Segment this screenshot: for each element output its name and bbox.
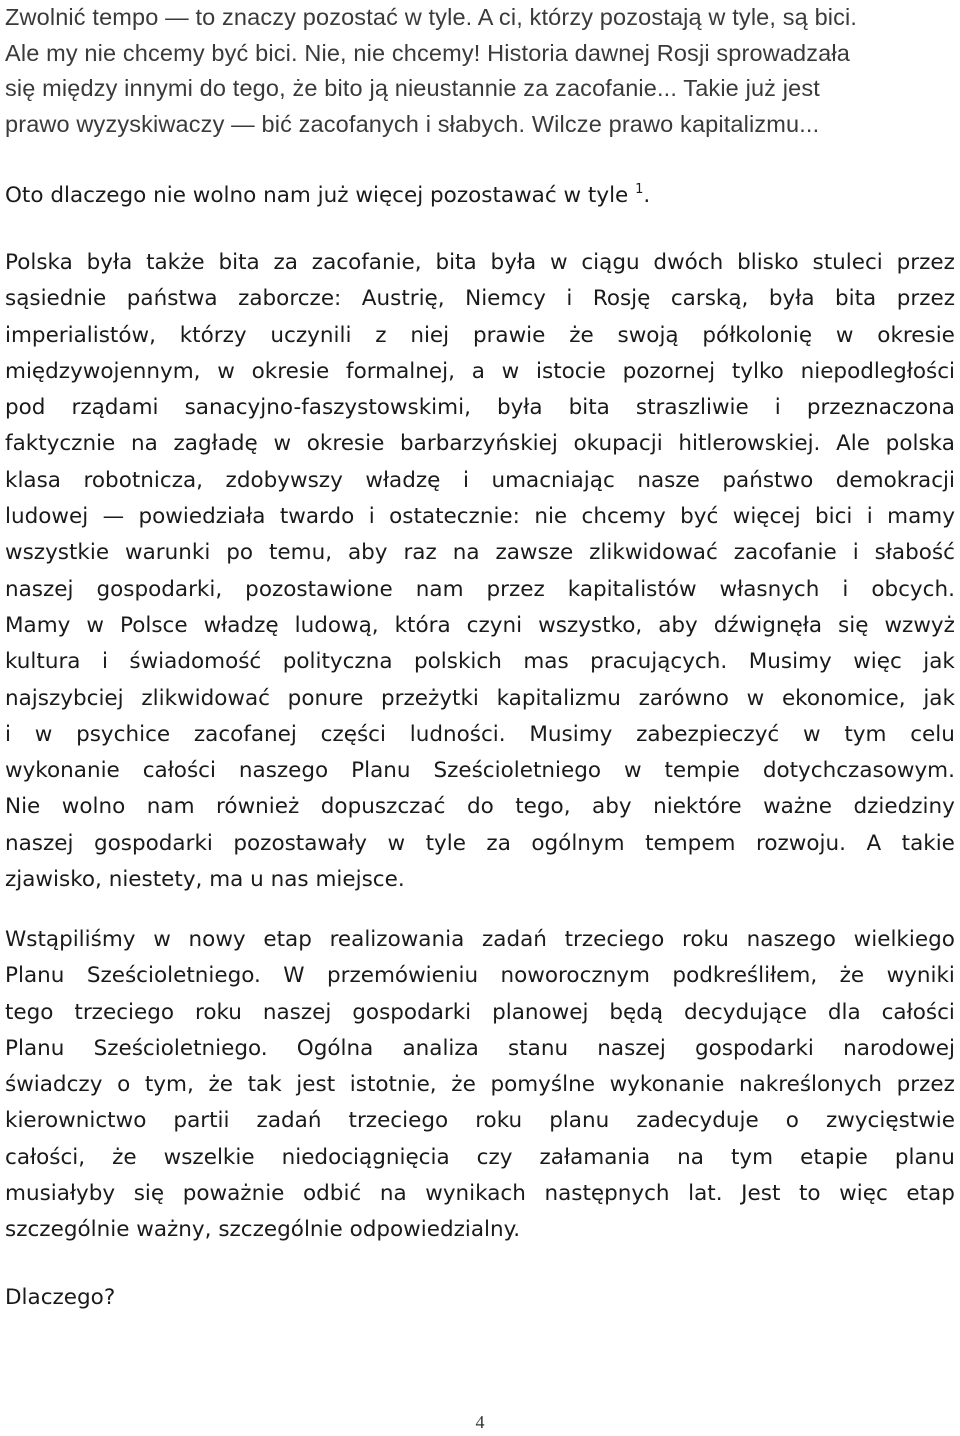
word: i xyxy=(462,467,469,493)
intro-line: prawo wyzyskiwaczy — bić zacofanych i słabych. Wilcze prawo kapitalizmu... xyxy=(5,110,820,137)
word: państwa xyxy=(126,286,218,312)
word: niej xyxy=(410,322,450,348)
word: słabość xyxy=(874,540,955,566)
word: i xyxy=(842,576,849,602)
word: stanu xyxy=(508,1035,569,1061)
document-page xyxy=(5,0,955,142)
word: ciągu xyxy=(581,250,640,275)
word: naszej xyxy=(262,999,332,1025)
word: twardo xyxy=(279,504,355,530)
word: celu xyxy=(910,721,955,747)
word: zdobywszy xyxy=(225,467,343,493)
word: i xyxy=(368,504,375,530)
word: wyniki xyxy=(886,963,955,989)
word: sąsiednie xyxy=(5,286,107,312)
word: była xyxy=(86,250,133,275)
paragraph-line xyxy=(5,717,955,753)
word: przez xyxy=(486,576,545,602)
paragraph-line xyxy=(5,1140,955,1176)
word: bici xyxy=(814,504,853,530)
word: aby xyxy=(347,540,388,566)
paragraph-line xyxy=(5,572,955,608)
word: analiza xyxy=(402,1035,479,1061)
word: etap xyxy=(906,1181,955,1207)
word: i xyxy=(566,286,573,312)
word: naszej xyxy=(5,576,74,602)
word: Planu xyxy=(5,963,65,989)
word: poważnie xyxy=(182,1181,285,1207)
word: w xyxy=(153,927,171,952)
word: wzwyż xyxy=(884,612,955,638)
word: części xyxy=(320,721,386,747)
word: niedociągnięcia xyxy=(281,1144,450,1170)
word: ponure xyxy=(287,685,364,711)
word: niepodległości xyxy=(800,358,955,384)
paragraph-line xyxy=(5,826,955,862)
word: planowej xyxy=(492,999,589,1025)
word: partii xyxy=(173,1108,230,1134)
word: bita xyxy=(218,250,260,275)
word: więcej xyxy=(732,504,801,530)
word: obcych. xyxy=(871,576,955,602)
word: Ogólna xyxy=(296,1035,374,1061)
word: naszego xyxy=(746,927,836,952)
word: trzeciego xyxy=(348,1108,449,1134)
word: kapitalizmu xyxy=(496,685,621,711)
word: zadecyduje xyxy=(636,1108,759,1134)
word: przez xyxy=(896,1072,955,1098)
paragraph-line xyxy=(5,318,955,354)
word: najszybciej xyxy=(5,685,124,711)
oto-line xyxy=(5,172,650,214)
word: chcemy xyxy=(581,504,666,530)
word: świadczy xyxy=(5,1072,103,1098)
word: być xyxy=(680,504,719,530)
word: pozostawione xyxy=(245,576,393,602)
word: Sześcioletniego. xyxy=(86,963,261,989)
word: rządami xyxy=(71,395,159,421)
word: prawie xyxy=(472,322,546,348)
word: więc xyxy=(853,649,902,675)
word: planu xyxy=(894,1144,955,1170)
word: całości xyxy=(142,758,216,784)
word: tym, xyxy=(144,1072,194,1098)
word: istotnie, xyxy=(349,1072,437,1098)
word: własnych xyxy=(719,576,820,602)
word: wszelkie xyxy=(163,1144,255,1170)
word: zarówno xyxy=(638,685,729,711)
word: Sześcioletniego xyxy=(433,758,602,784)
word: barbarzyńskiej xyxy=(400,431,558,457)
word: kierownictwo xyxy=(5,1108,147,1134)
word: istocie xyxy=(536,358,606,384)
paragraph-2 xyxy=(5,245,955,898)
word: W xyxy=(283,963,305,989)
word: to xyxy=(798,1181,821,1207)
word: Planu xyxy=(5,1035,65,1061)
word: okresie xyxy=(306,431,385,457)
word: uczynili xyxy=(270,322,352,348)
word: dla xyxy=(827,999,861,1025)
word: niektóre xyxy=(653,794,742,820)
word: na xyxy=(677,1144,704,1170)
paragraph-line xyxy=(5,245,955,281)
word: dwóch xyxy=(653,250,724,275)
word: gospodarki xyxy=(694,1035,814,1061)
word: etap xyxy=(263,927,312,952)
closing-question: Dlaczego? xyxy=(5,1285,116,1310)
word: Mamy xyxy=(5,612,71,638)
word: mamy xyxy=(887,504,955,530)
word: ostatecznie: xyxy=(389,504,520,530)
page-number: 4 xyxy=(475,1412,485,1432)
word: władzę xyxy=(203,612,279,638)
paragraph-line xyxy=(5,499,955,535)
word: się xyxy=(133,1181,165,1207)
word: tym xyxy=(844,721,887,747)
word: Planu xyxy=(351,758,411,784)
word: w xyxy=(501,358,520,384)
word: że xyxy=(839,963,865,989)
word: i xyxy=(866,504,873,530)
word: czyni xyxy=(466,612,523,638)
oto-text: Oto dlaczego nie wolno nam już więcej pozostawać w tyle xyxy=(5,183,629,208)
word: dotychczasowym. xyxy=(762,758,955,784)
word: wielkiego xyxy=(853,927,955,952)
word: międzywojennym, xyxy=(5,358,201,384)
word: ludności. xyxy=(409,721,506,747)
word: hitlerowskiej. xyxy=(678,431,821,457)
word: powiedziała xyxy=(138,504,266,530)
word: gospodarki, xyxy=(96,576,223,602)
word: odbić xyxy=(303,1181,362,1207)
word: a xyxy=(471,358,485,384)
word: przeżytki xyxy=(381,685,479,711)
word: na xyxy=(379,1181,407,1207)
word: okresie xyxy=(251,358,330,384)
word: carską, xyxy=(670,286,749,312)
word: nam xyxy=(146,794,195,820)
word: Nie xyxy=(5,794,41,820)
word: takie xyxy=(901,830,955,856)
word: tempem xyxy=(645,830,736,856)
word: kapitalistów xyxy=(567,576,697,602)
word: realizowania xyxy=(329,927,465,952)
word: na xyxy=(452,540,480,566)
word: swoją xyxy=(617,322,679,348)
word: była xyxy=(768,286,815,312)
word: po xyxy=(226,540,254,566)
paragraph-line xyxy=(5,644,955,680)
word: temu, xyxy=(268,540,333,566)
word: zwycięstwie xyxy=(825,1108,955,1134)
paragraph-line xyxy=(5,681,955,717)
word: również xyxy=(216,794,300,820)
oto-end: . xyxy=(643,183,651,208)
word: która xyxy=(394,612,451,638)
word: i xyxy=(101,649,108,675)
word: wynikach xyxy=(425,1181,526,1207)
word: w xyxy=(835,322,854,348)
word: etapie xyxy=(800,1144,868,1170)
word: aby xyxy=(658,612,698,638)
word: Musimy xyxy=(529,721,613,747)
word: tak xyxy=(247,1072,282,1098)
word: przez xyxy=(896,250,955,275)
paragraph-line xyxy=(5,1176,955,1212)
paragraph-last-line: zjawisko, niestety, ma u nas miejsce. xyxy=(5,867,405,893)
word: naszego xyxy=(238,758,329,784)
paragraph-line xyxy=(5,426,955,462)
word: zacofanie xyxy=(733,540,837,566)
word: w xyxy=(746,685,765,711)
word: się xyxy=(838,612,869,638)
word: gospodarki xyxy=(352,999,472,1025)
word: w xyxy=(273,431,292,457)
word: tego, xyxy=(515,794,571,820)
word: A xyxy=(866,830,882,856)
word: wykonanie xyxy=(609,1072,725,1098)
word: zacofanej xyxy=(193,721,297,747)
word: pracujących. xyxy=(590,649,728,675)
word: imperialistów, xyxy=(5,322,156,348)
word: w xyxy=(623,758,642,784)
word: polityczna xyxy=(282,649,393,675)
word: trzeciego xyxy=(74,999,175,1025)
word: w xyxy=(387,830,406,856)
word: za xyxy=(486,830,511,856)
word: i xyxy=(774,395,781,421)
paragraph-line xyxy=(5,281,955,317)
word: więc xyxy=(839,1181,888,1207)
word: stuleci xyxy=(812,250,883,275)
word: w xyxy=(803,721,821,747)
word: że xyxy=(112,1144,137,1170)
word: psychice xyxy=(76,721,171,747)
word: blisko xyxy=(737,250,799,275)
paragraph-line xyxy=(5,958,955,994)
word: o xyxy=(785,1108,799,1134)
word: Niemcy xyxy=(465,286,546,312)
word: w xyxy=(34,721,53,747)
word: ludowej xyxy=(5,504,89,530)
word: naszej xyxy=(597,1035,666,1061)
word: okresie xyxy=(877,322,955,348)
word: trzeciego xyxy=(564,927,665,952)
word: kultura xyxy=(5,649,81,675)
word: roku xyxy=(681,927,729,952)
word: i xyxy=(852,540,859,566)
word: noworocznym xyxy=(500,963,650,989)
word: nakreślonych xyxy=(739,1072,882,1098)
intro-line: Ale my nie chcemy być bici. Nie, nie chcemy! Historia dawnej Rosji sprowadzała xyxy=(5,39,850,66)
word: decydujące xyxy=(684,999,807,1025)
intro-paragraph xyxy=(5,0,955,142)
word: zlikwidować xyxy=(141,685,270,711)
word: czy xyxy=(476,1144,513,1170)
paragraph-last-line: szczególnie ważny, szczególnie odpowiedzialny. xyxy=(5,1217,521,1243)
word: przemówieniu xyxy=(326,963,479,989)
word: następnych xyxy=(544,1181,670,1207)
word: robotnicza, xyxy=(83,467,203,493)
word: Austrię, xyxy=(361,286,445,312)
paragraph-line xyxy=(5,535,955,571)
word: ludową, xyxy=(294,612,379,638)
paragraph-line xyxy=(5,608,955,644)
word: rozwoju. xyxy=(755,830,846,856)
word: warunki xyxy=(125,540,211,566)
word: lat. xyxy=(688,1181,723,1207)
paragraph-line xyxy=(5,463,955,499)
paragraph-line xyxy=(5,995,955,1031)
word: za xyxy=(273,250,298,275)
word: nasze xyxy=(637,467,700,493)
word: półkolonię xyxy=(702,322,813,348)
word: Ale xyxy=(836,431,870,457)
word: całości, xyxy=(5,1144,86,1170)
word: narodowej xyxy=(843,1035,955,1061)
word: pod xyxy=(5,395,46,421)
word: świadomość xyxy=(129,649,262,675)
word: bita xyxy=(435,250,477,275)
word: była xyxy=(496,395,543,421)
word: dziedziny xyxy=(853,794,955,820)
word: do xyxy=(466,794,494,820)
paragraph-line xyxy=(5,354,955,390)
word: Polska xyxy=(5,250,73,275)
word: demokracji xyxy=(835,467,955,493)
word: wolno xyxy=(61,794,126,820)
word: załamania xyxy=(539,1144,651,1170)
word: o xyxy=(117,1072,131,1098)
word: Musimy xyxy=(748,649,832,675)
word: nie xyxy=(534,504,568,530)
word: Rosję xyxy=(592,286,651,312)
word: przez xyxy=(896,286,955,312)
word: że xyxy=(451,1072,476,1098)
word: podkreśliłem, xyxy=(672,963,818,989)
word: roku xyxy=(194,999,242,1025)
word: zlikwidować xyxy=(589,540,718,566)
word: — xyxy=(102,504,125,530)
word: Polsce xyxy=(120,612,188,638)
paragraph-line xyxy=(5,753,955,789)
word: jak xyxy=(923,685,955,711)
word: wykonanie xyxy=(5,758,120,784)
word: tyle xyxy=(425,830,466,856)
word: będą xyxy=(609,999,664,1025)
word: Sześcioletniego. xyxy=(93,1035,268,1061)
word: przeznaczona xyxy=(806,395,955,421)
word: faktycznie xyxy=(5,431,116,457)
word: w xyxy=(86,612,104,638)
word: także xyxy=(146,250,205,275)
word: ogólnym xyxy=(531,830,625,856)
word: planu xyxy=(549,1108,610,1134)
word: bita xyxy=(568,395,610,421)
footnote-marker: 1 xyxy=(635,182,644,197)
word: była xyxy=(490,250,537,275)
word: wszystkie xyxy=(5,540,110,566)
word: okupacji xyxy=(573,431,663,457)
word: jest xyxy=(296,1072,336,1098)
paragraph-3 xyxy=(5,922,955,1249)
word: klasa xyxy=(5,467,61,493)
word: aby xyxy=(592,794,632,820)
word: którzy xyxy=(179,322,247,348)
word: zacofanie, xyxy=(311,250,422,275)
word: naszej xyxy=(5,830,74,856)
word: jak xyxy=(923,649,955,675)
word: zadań xyxy=(481,927,547,952)
word: w xyxy=(549,250,568,275)
word: straszliwie xyxy=(635,395,749,421)
word: polska xyxy=(885,431,955,457)
paragraph-line xyxy=(5,1031,955,1067)
paragraph-line xyxy=(5,789,955,825)
word: tempie xyxy=(664,758,740,784)
word: roku xyxy=(475,1108,523,1134)
word: gospodarki xyxy=(93,830,213,856)
word: że xyxy=(208,1072,233,1098)
word: całości xyxy=(881,999,955,1025)
word: z xyxy=(375,322,387,348)
word: pomyślne xyxy=(490,1072,595,1098)
word: sanacyjno-faszystowskimi, xyxy=(184,395,471,421)
word: musiałyby xyxy=(5,1181,116,1207)
paragraph-line xyxy=(5,1103,955,1139)
word: na xyxy=(130,431,158,457)
word: nowy xyxy=(188,927,246,952)
word: dopuszczać xyxy=(320,794,446,820)
word: państwo xyxy=(722,467,814,493)
word: dźwignęła xyxy=(713,612,823,638)
word: zabezpieczyć xyxy=(636,721,780,747)
paragraph-line xyxy=(5,390,955,426)
word: ekonomice, xyxy=(781,685,906,711)
word: zaborcze: xyxy=(238,286,342,312)
word: pozornej xyxy=(622,358,716,384)
word: bita xyxy=(834,286,877,312)
word: tego xyxy=(5,999,54,1025)
word: tylko xyxy=(731,358,784,384)
word: tym xyxy=(731,1144,774,1170)
word: Wstąpiliśmy xyxy=(5,927,136,952)
word: zawsze xyxy=(495,540,574,566)
word: i xyxy=(5,721,11,747)
word: wszystko, xyxy=(538,612,643,638)
word: władzę xyxy=(365,467,441,493)
word: polskich xyxy=(414,649,502,675)
word: umacniając xyxy=(491,467,615,493)
paragraph-line xyxy=(5,1067,955,1103)
word: w xyxy=(217,358,235,384)
word: formalnej, xyxy=(346,358,455,384)
word: że xyxy=(569,322,594,348)
paragraph-line xyxy=(5,922,955,958)
word: nam xyxy=(415,576,464,602)
word: Jest xyxy=(741,1181,781,1207)
word: zagładę xyxy=(173,431,258,457)
word: ważne xyxy=(763,794,832,820)
word: mas xyxy=(523,649,569,675)
word: zadań xyxy=(256,1108,322,1134)
word: pozostawały xyxy=(233,830,367,856)
word: raz xyxy=(403,540,437,566)
intro-line: się między innymi do tego, że bito ją nieustannie za zacofanie... Takie już jest xyxy=(5,75,820,101)
intro-line: Zwolnić tempo — to znaczy pozostać w tyle. A ci, którzy pozostają w tyle, są bici. xyxy=(5,4,858,30)
